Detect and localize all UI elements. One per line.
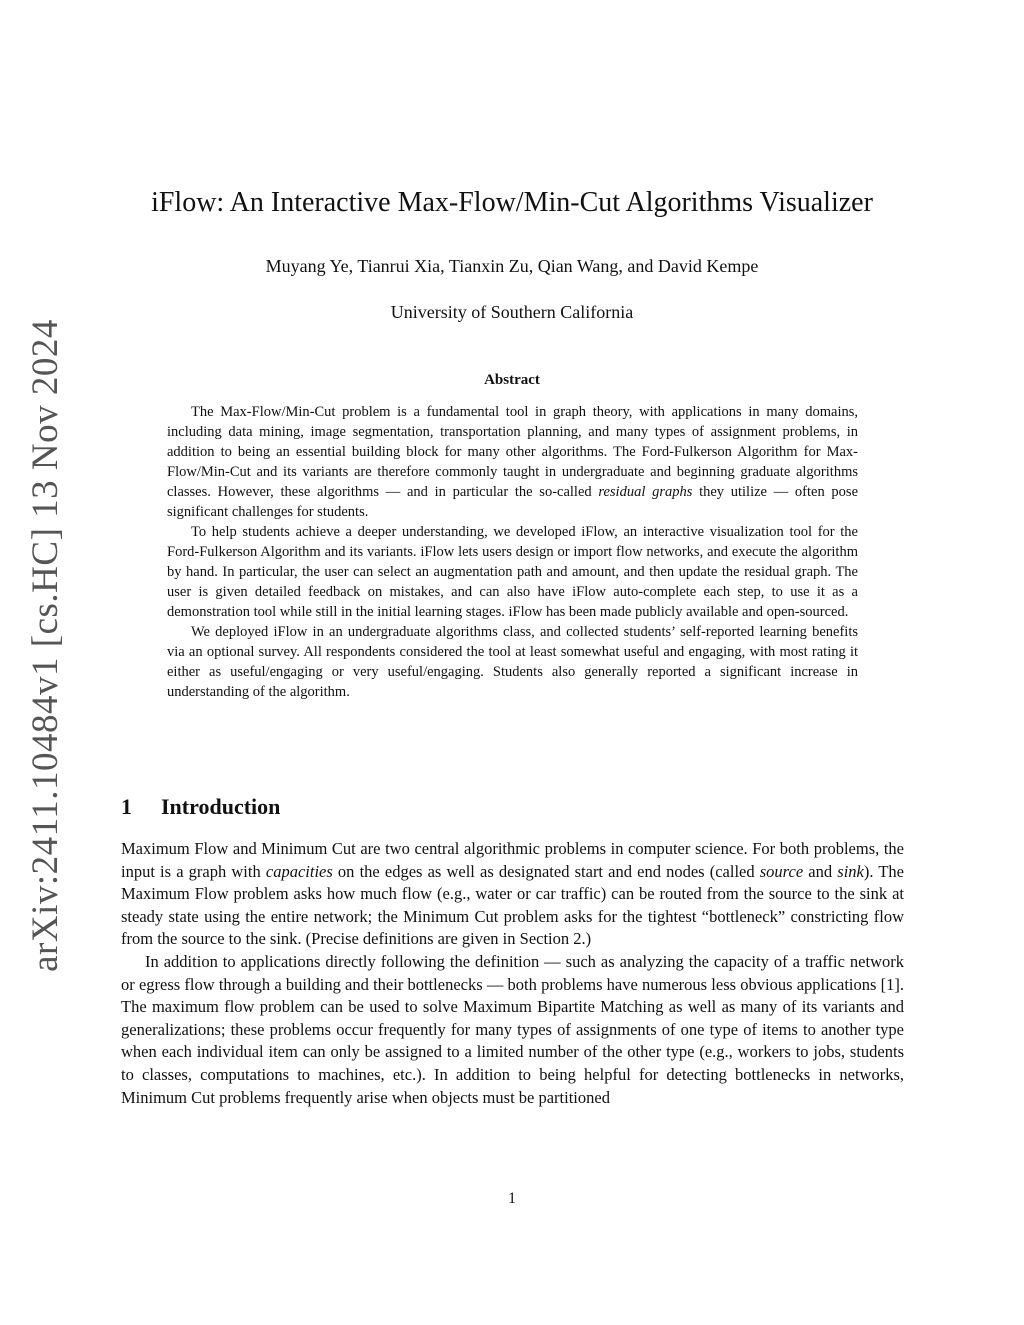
emphasis-capacities: capacities [265,861,333,881]
introduction-body [121,838,904,1109]
emphasis-residual-graphs: residual graphs [598,484,693,500]
paper-title: iFlow: An Interactive Max-Flow/Min-Cut Algorithms Visualizer [151,187,873,218]
abstract-body [167,402,858,702]
arxiv-identifier-stamp [20,318,70,972]
intro-paragraph-1: Maximum Flow and Minimum Cut are two central algorithmic problems in computer science. For both problems, the input is a graph with capacities on the edges as well as designated start and end nodes (called source and sink). The Maximum Flow problem asks how much flow (e.g., water or car traffic) can be routed from the source to the sink at steady state using the entire network; the Minimum Cut problem asks for the tightest “bottleneck” constricting flow from the source to the sink. (Precise definitions are given in Section 2.) [121,839,904,949]
emphasis-source: source [759,861,804,881]
affiliation: University of Southern California [390,302,634,322]
abstract-paragraph-2: To help students achieve a deeper understanding, we developed iFlow, an interactive visualization tool for the Ford-Fulkerson Algorithm and its variants. iFlow lets users design or import flow networks, and execute the algorithm by hand. In particular, the user can select an augmentation path and amount, and then update the residual graph. The user is given detailed feedback on mistakes, and can also have iFlow auto-complete each step, to use it as a demonstration tool while still in the initial learning stages. iFlow has been made publicly available and open-sourced. [167,524,858,620]
section-heading-introduction [121,794,280,820]
abstract-heading: Abstract [484,372,540,388]
page-number: 1 [508,1190,516,1207]
arxiv-identifier-text: arXiv:2411.10484v1 [cs.HC] 13 Nov 2024 [24,318,66,972]
section-number: 1 [121,794,132,819]
section-title: Introduction [161,794,281,819]
abstract-paragraph-1: The Max-Flow/Min-Cut problem is a fundamental tool in graph theory, with applications in many domains, including data mining, image segmentation, transportation planning, and many types of assignment problems, in addition to being an essential building block for many other algorithms. The Ford-Fulkerson Algorithm for Max-Flow/Min-Cut and its variants are therefore commonly taught in undergraduate and beginning graduate algorithms classes. However, these algorithms — and in particular the so-called residual graphs they utilize — often pose significant challenges for students. [167,404,859,520]
author-list: Muyang Ye, Tianrui Xia, Tianxin Zu, Qian Wang, and David Kempe [265,256,759,276]
abstract-paragraph-3: We deployed iFlow in an undergraduate algorithms class, and collected students’ self-reported learning benefits via an optional survey. All respondents considered the tool at least somewhat useful and engaging, with most rating it either as useful/engaging or very useful/engaging. Students also generally reported a significant increase in understanding of the algorithm. [167,624,858,700]
intro-paragraph-2: In addition to applications directly following the definition — such as analyzing the capacity of a traffic network or egress flow through a building and their bottlenecks — both problems have numerous less obvious applications [1]. The maximum flow problem can be used to solve Maximum Bipartite Matching as well as many of its variants and generalizations; these problems occur frequently for many types of assignments of one type of items to another type when each individual item can only be assigned to a limited number of the other type (e.g., workers to jobs, students to classes, computations to machines, etc.). In addition to being helpful for detecting bottlenecks in networks, Minimum Cut problems frequently arise when objects must be partitioned [121,951,904,1107]
emphasis-sink: sink [837,861,864,881]
